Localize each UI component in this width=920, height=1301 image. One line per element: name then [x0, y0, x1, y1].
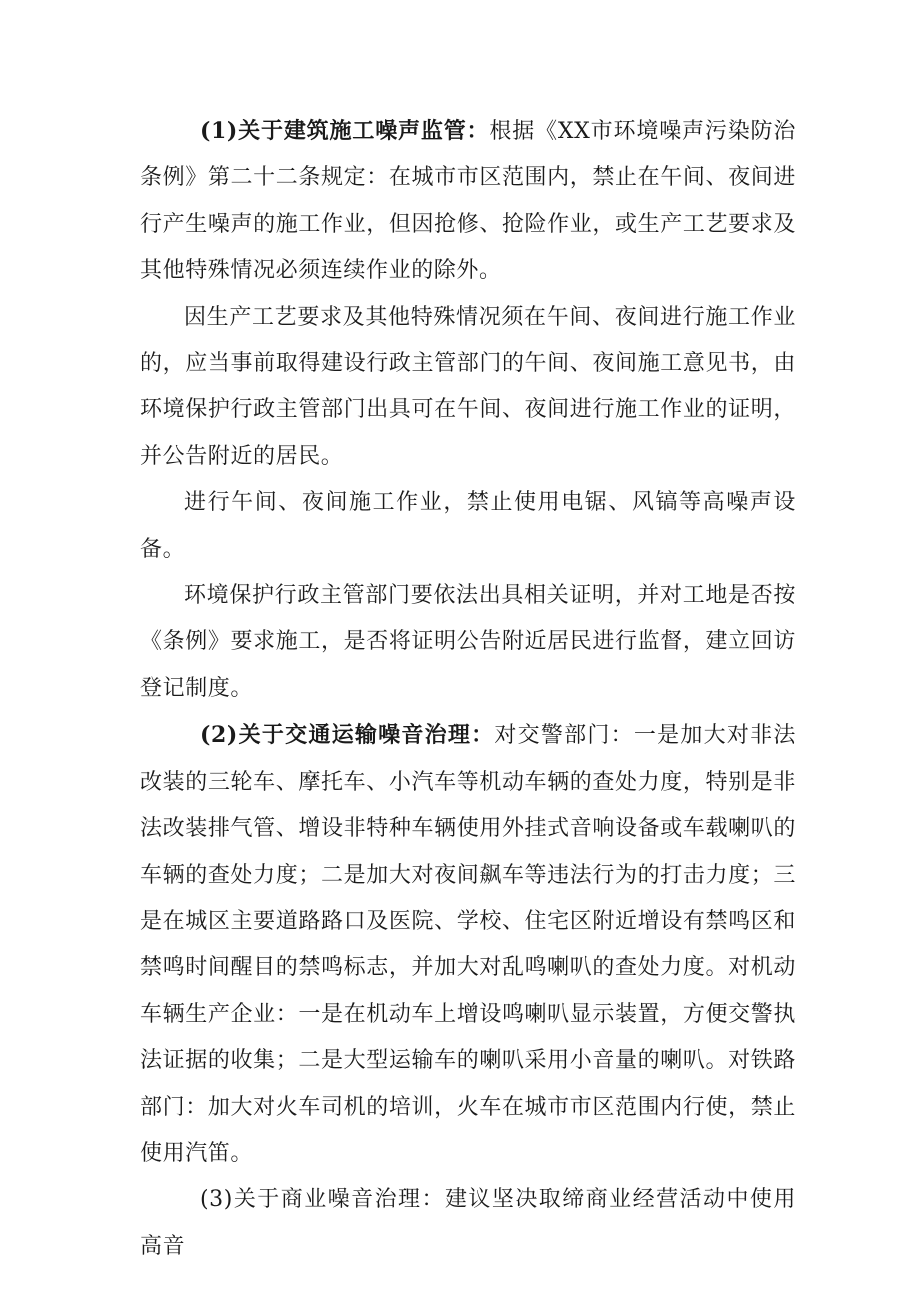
paragraph-text: 建议坚决取缔商业经营活动中使用高音 [140, 1187, 796, 1259]
paragraph-text: 因生产工艺要求及其他特殊情况须在午间、夜间进行施工作业的，应当事前取得建设行政主管部门的午间、夜间施工意见书，由环境保护行政主管部门出具可在午间、夜间进行施工作业的证明，并公告附近的居民。 [140, 304, 796, 469]
paragraph-traffic-noise [140, 712, 796, 1177]
section-heading-3: (3)关于商业噪音治理： [200, 1187, 445, 1213]
section-heading-1: (1)关于建筑施工噪声监管： [200, 118, 490, 144]
paragraph-text: 对交警部门：一是加大对非法改装的三轮车、摩托车、小汽车等机动车辆的查处力度，特别是非法改装排气管、增设非特种车辆使用外挂式音响设备或车载喇叭的车辆的查处力度；二是加大对夜间飙车等违法行为的打击力度；三是在城区主要道路路口及医院、学校、住宅区附近增设有禁鸣区和禁鸣时间醒目的禁鸣标志，并加大对乱鸣喇叭的查处力度。对机动车辆生产企业：一是在机动车上增设鸣喇叭显示装置，方便交警执法证据的收集；二是大型运输车的喇叭采用小音量的喇叭。对铁路部门：加大对火车司机的培训，火车在城市市区范围内行使，禁止使用汽笛。 [140, 723, 796, 1166]
document-page [140, 108, 796, 1270]
paragraph-text: 根据《XX市环境噪声污染防治条例》第二十二条规定：在城市市区范围内，禁止在午间、夜间进行产生噪声的施工作业，但因抢修、抢险作业，或生产工艺要求及其他特殊情况必须连续作业的除外。 [140, 119, 796, 284]
paragraph-equipment-ban [140, 480, 796, 573]
paragraph-text: 进行午间、夜间施工作业，禁止使用电锯、风镐等高噪声设备。 [140, 490, 796, 562]
paragraph-night-work-permit [140, 295, 796, 481]
paragraph-commercial-noise [140, 1177, 796, 1270]
paragraph-supervision [140, 573, 796, 712]
section-heading-2: (2)关于交通运输噪音治理： [200, 722, 495, 749]
paragraph-construction-noise [140, 108, 796, 295]
paragraph-text: 环境保护行政主管部门要依法出具相关证明，并对工地是否按《条例》要求施工，是否将证明公告附近居民进行监督，建立回访登记制度。 [140, 583, 796, 701]
